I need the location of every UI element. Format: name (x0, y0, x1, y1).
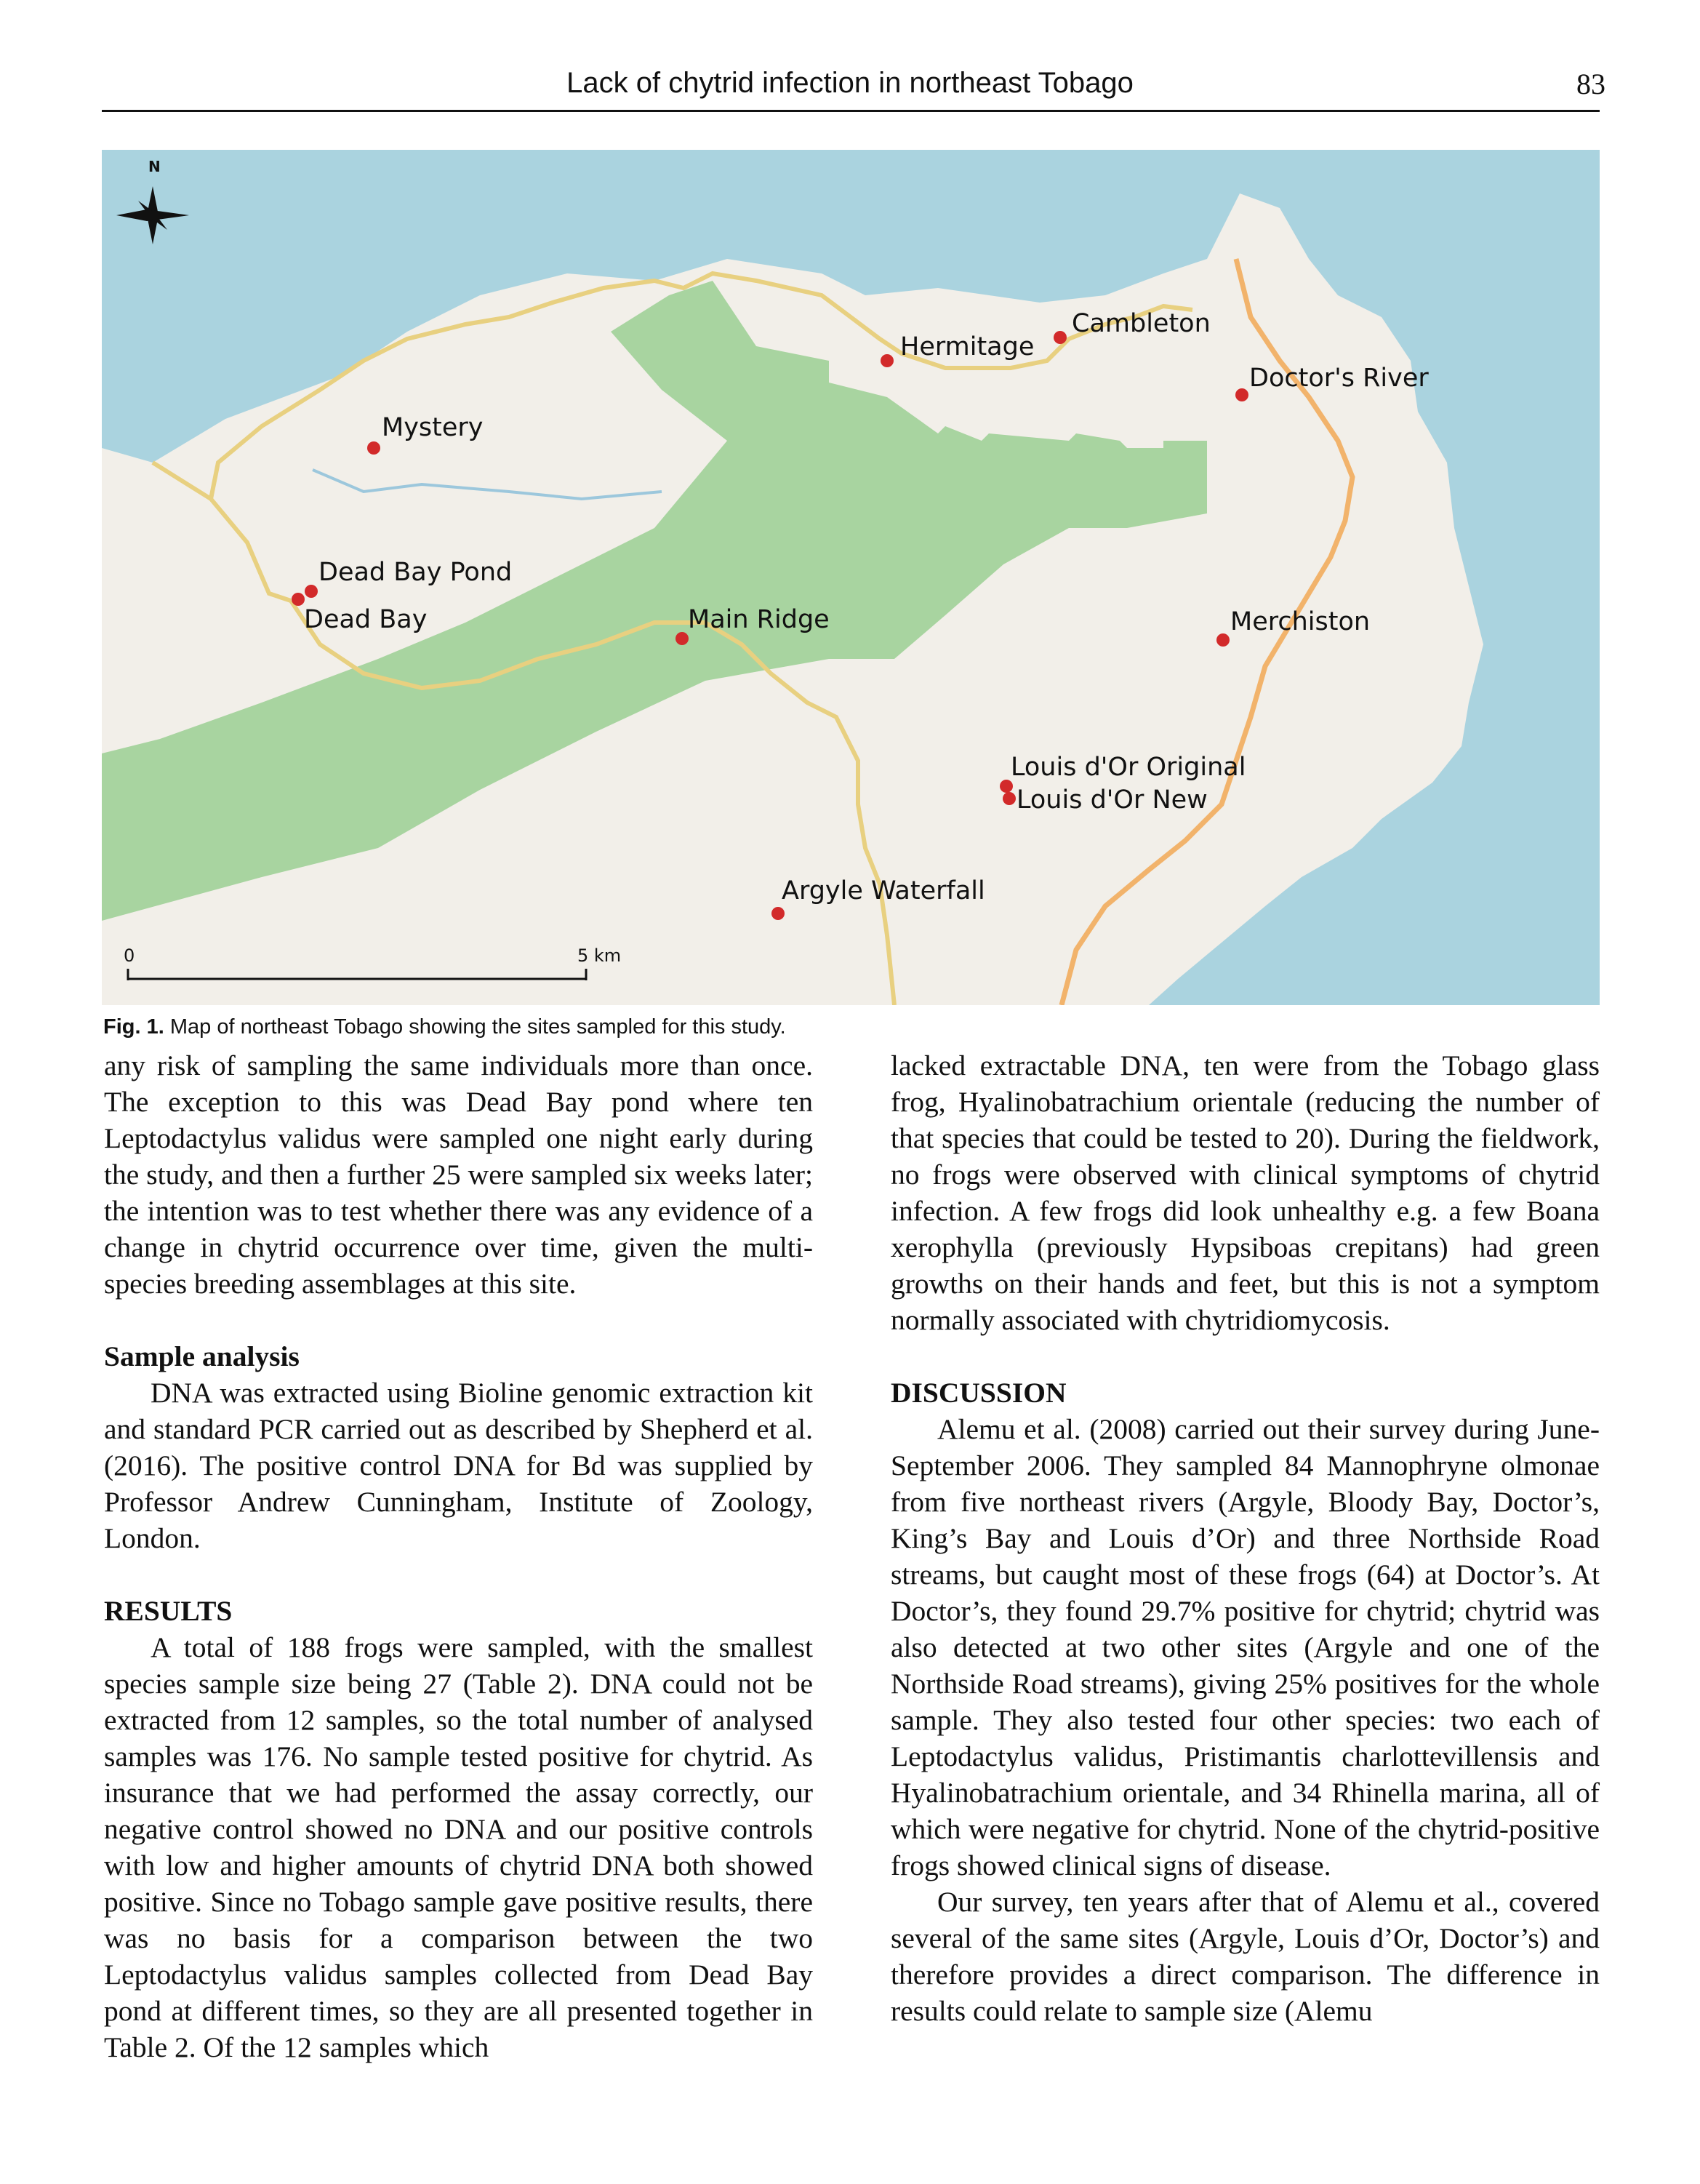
running-header-title: Lack of chytrid infection in northeast Tobago (566, 67, 1134, 99)
left-column (104, 1047, 813, 2065)
scale-start-label: 0 (124, 945, 135, 966)
caption-text: Map of northeast Tobago showing the sites sampled for this study. (169, 1015, 786, 1039)
compass-label: N (148, 158, 161, 175)
site-label: Dead Bay (304, 605, 428, 634)
paragraph: lacked extractable DNA, ten were from the Tobago glass frog, Hyalinobatrachium orientale (reducing the number of that species that could be tested to 20). During the fieldwork, no frogs were observed with clinical symptoms of chytrid infection. A few frogs did look unhealthy e.g. a few Boana xerophylla (previously Hypsiboas crepitans) had green growths on their hands and feet, but this is not a symptom normally associated with chytridiomycosis. (891, 1049, 1600, 1336)
caption-label: Fig. 1. (103, 1015, 164, 1039)
site-label: Dead Bay Pond (318, 558, 513, 587)
site-label: Main Ridge (688, 605, 830, 634)
site-label: Doctor's River (1249, 364, 1429, 393)
header-rule (102, 110, 1600, 112)
right-column (891, 1047, 1600, 2029)
site-label: Mystery (382, 413, 484, 442)
site-label: Merchiston (1230, 607, 1371, 636)
section-heading: DISCUSSION (891, 1377, 1067, 1409)
map-svg (102, 150, 1600, 1005)
paragraph: Alemu et al. (2008) carried out their survey during June-September 2006. They sampled 84 Mannophryne olmonae from five northeast rivers (Argyle, Bloody Bay, Doctor’s, King’s Bay and Louis d’Or) and three Northside Road streams, but caught most of these frogs (64) at Doctor’s. At Doctor’s, they found 29.7% positive for chytrid; chytrid was also detected at two other sites (Argyle and one of the Northside Road streams), giving 25% positives for the whole sample. They also tested four other species: two each of Leptodactylus validus, Pristimantis charlottevillensis and Hyalinobatrachium orientale, and 34 Rhinella marina, all of which were negative for chytrid. None of the chytrid-positive frogs showed clinical signs of disease. (891, 1413, 1600, 1881)
section-heading: Sample analysis (104, 1340, 300, 1372)
paragraph: Our survey, ten years after that of Alemu et al., covered several of the same sites (Argyle, Louis d’Or, Doctor’s) and therefore provides a direct comparison. The difference in results could relate to sample size (Alemu (891, 1886, 1600, 2027)
site-label: Argyle Waterfall (782, 876, 985, 905)
paragraph: any risk of sampling the same individuals more than once. The exception to this was Dead Bay pond where ten Leptodactylus validus were sampled one night early during the study, and then a further 25 were sampled six weeks later; the intention was to test whether there was any evidence of a change in chytrid occurrence over time, given the multi-species breeding assemblages at this site. (104, 1049, 813, 1300)
paragraph: A total of 188 frogs were sampled, with the smallest species sample size being 27 (Table 2). DNA could not be extracted from 12 samples, so the total number of analysed samples was 176. No sample tested positive for chytrid. As insurance that we had performed the assay correctly, our negative control showed no DNA and our positive controls with low and higher amounts of chytrid DNA both showed positive. Since no Tobago sample gave positive results, there was no basis for a comparison between the two Leptodactylus validus samples collected from Dead Bay pond at different times, so they are all presented together in Table 2. Of the 12 samples which (104, 1631, 813, 2063)
site-marker (1003, 785, 1208, 815)
site-label: Louis d'Or Original (1011, 753, 1246, 782)
site-label: Cambleton (1072, 309, 1211, 338)
section-heading: RESULTS (104, 1595, 233, 1627)
paragraph: DNA was extracted using Bioline genomic extraction kit and standard PCR carried out as described by Shepherd et al. (2016). The positive control DNA for Bd was supplied by Professor Andrew Cunningham, Institute of Zoology, London. (104, 1377, 813, 1554)
site-label: Hermitage (900, 332, 1035, 361)
page-number: 83 (1576, 68, 1605, 100)
figure-caption (103, 1015, 1600, 1039)
scale-end-label: 5 km (577, 945, 622, 966)
site-label: Louis d'Or New (1017, 785, 1208, 815)
figure-map (102, 150, 1600, 1005)
